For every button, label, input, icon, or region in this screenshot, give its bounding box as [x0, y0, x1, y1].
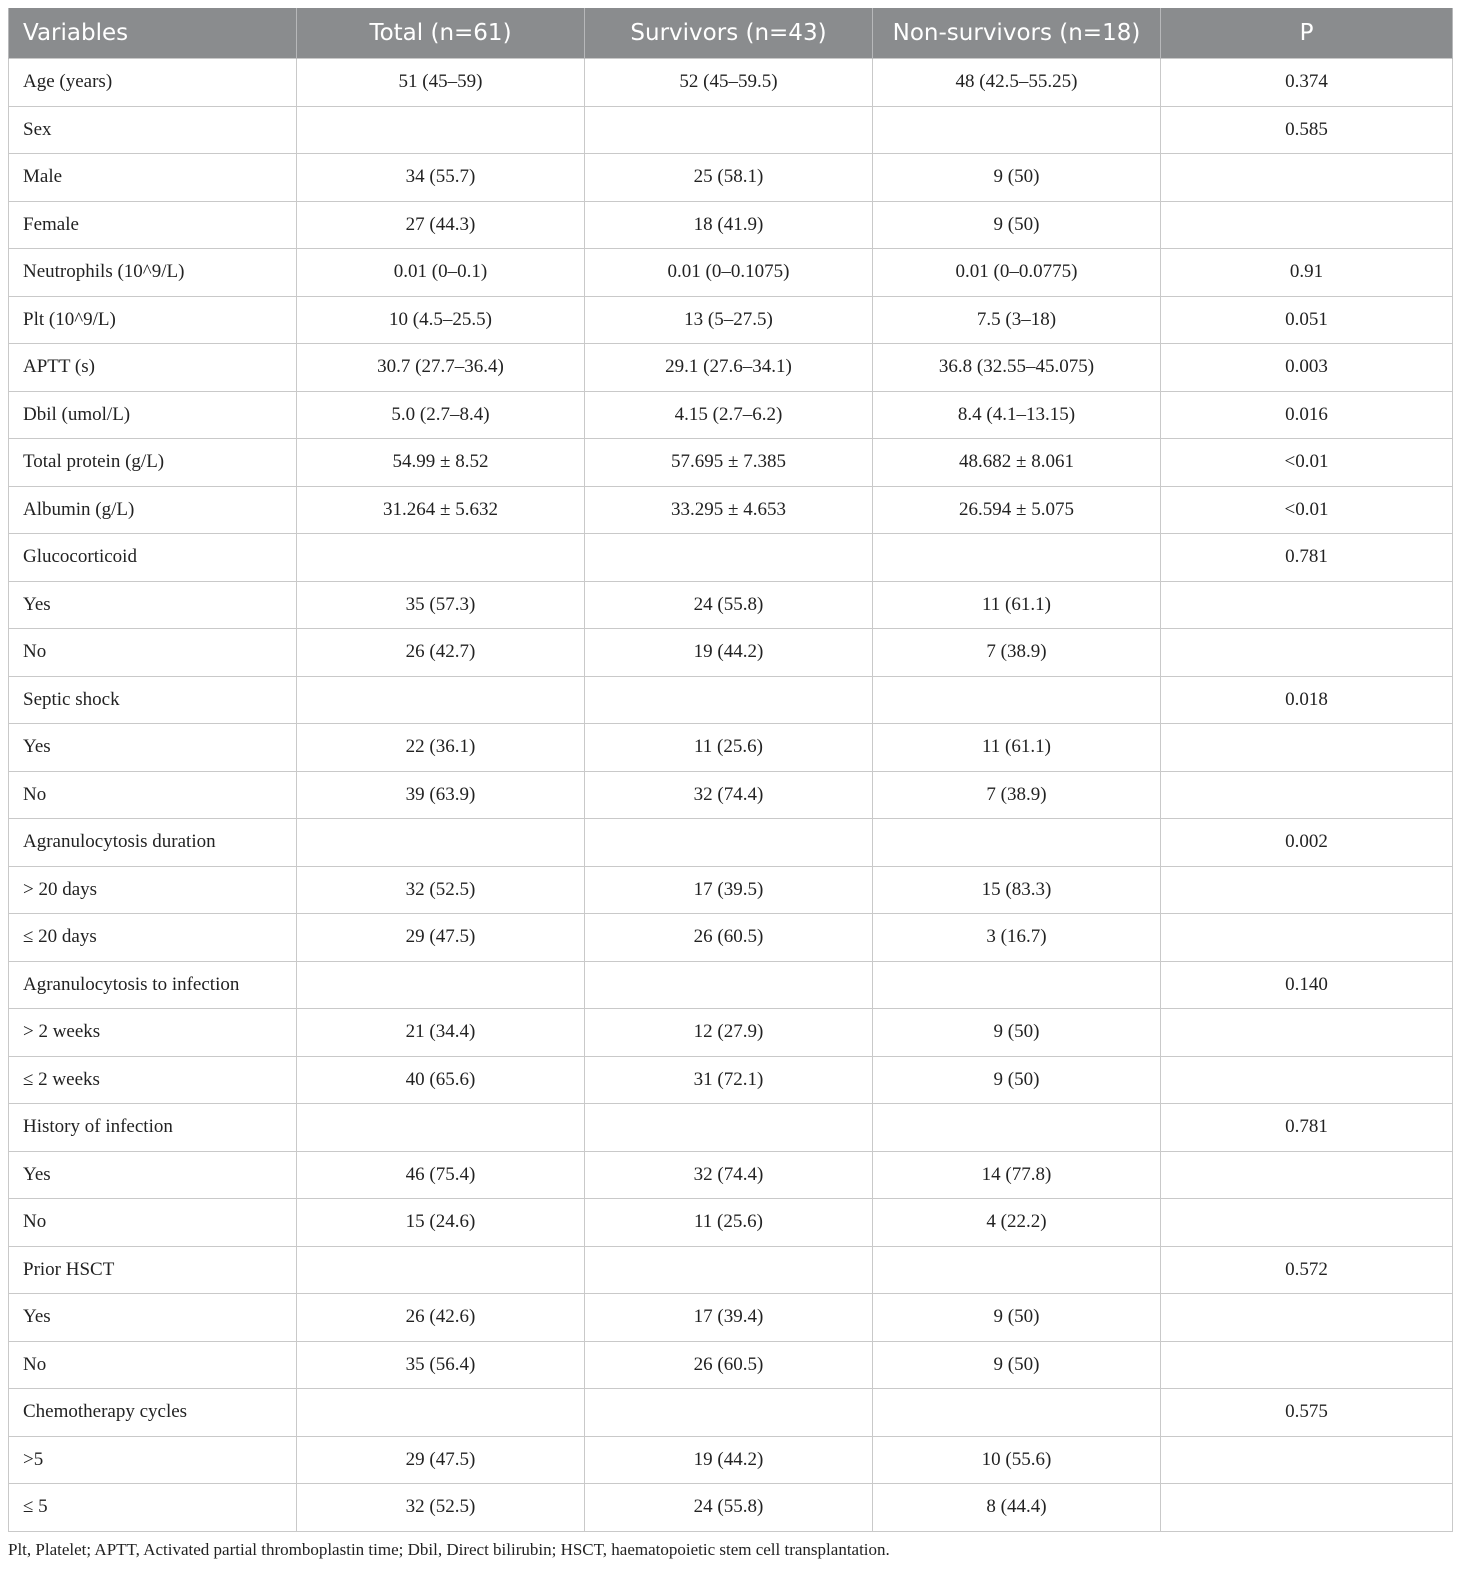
p-value-cell: 0.018	[1161, 676, 1453, 724]
table-row	[9, 961, 1453, 1009]
total-cell: 0.01 (0–0.1)	[297, 249, 585, 297]
variable-cell: Glucocorticoid	[9, 534, 297, 582]
variable-cell: Albumin (g/L)	[9, 486, 297, 534]
survivors-cell: 25 (58.1)	[585, 154, 873, 202]
total-cell: 39 (63.9)	[297, 771, 585, 819]
survivors-cell: 32 (74.4)	[585, 1151, 873, 1199]
survivors-cell: 17 (39.4)	[585, 1294, 873, 1342]
non-survivors-cell: 36.8 (32.55–45.075)	[873, 344, 1161, 392]
non-survivors-cell	[873, 676, 1161, 724]
survivors-cell: 19 (44.2)	[585, 1436, 873, 1484]
total-cell: 35 (57.3)	[297, 581, 585, 629]
table-header	[9, 8, 1453, 59]
total-cell	[297, 676, 585, 724]
p-value-cell: 0.781	[1161, 1104, 1453, 1152]
survivors-cell: 4.15 (2.7–6.2)	[585, 391, 873, 439]
header-variables: Variables	[9, 8, 297, 59]
header-survivors: Survivors (n=43)	[585, 8, 873, 59]
variable-cell: ≤ 20 days	[9, 914, 297, 962]
table-row	[9, 106, 1453, 154]
p-value-cell	[1161, 1199, 1453, 1247]
p-value-cell	[1161, 581, 1453, 629]
total-cell: 26 (42.7)	[297, 629, 585, 677]
non-survivors-cell: 7 (38.9)	[873, 629, 1161, 677]
non-survivors-cell: 8 (44.4)	[873, 1484, 1161, 1532]
p-value-cell: 0.572	[1161, 1246, 1453, 1294]
non-survivors-cell	[873, 961, 1161, 1009]
variable-cell: Chemotherapy cycles	[9, 1389, 297, 1437]
table-row	[9, 1484, 1453, 1532]
survivors-cell: 57.695 ± 7.385	[585, 439, 873, 487]
p-value-cell	[1161, 201, 1453, 249]
variable-cell: Yes	[9, 581, 297, 629]
variable-cell: APTT (s)	[9, 344, 297, 392]
table-body	[9, 59, 1453, 1532]
survivors-cell: 24 (55.8)	[585, 1484, 873, 1532]
survivors-cell: 11 (25.6)	[585, 1199, 873, 1247]
total-cell: 54.99 ± 8.52	[297, 439, 585, 487]
survivors-cell: 18 (41.9)	[585, 201, 873, 249]
non-survivors-cell	[873, 1104, 1161, 1152]
survivors-cell	[585, 534, 873, 582]
header-p: P	[1161, 8, 1453, 59]
table-row	[9, 1199, 1453, 1247]
p-value-cell: 0.016	[1161, 391, 1453, 439]
table-row	[9, 1341, 1453, 1389]
variable-cell: > 20 days	[9, 866, 297, 914]
table-row	[9, 914, 1453, 962]
table-row	[9, 439, 1453, 487]
variable-cell: Septic shock	[9, 676, 297, 724]
variable-cell: Agranulocytosis duration	[9, 819, 297, 867]
non-survivors-cell	[873, 106, 1161, 154]
data-table	[8, 8, 1453, 1532]
table-row	[9, 629, 1453, 677]
non-survivors-cell: 9 (50)	[873, 1009, 1161, 1057]
total-cell	[297, 534, 585, 582]
non-survivors-cell: 11 (61.1)	[873, 581, 1161, 629]
table-row	[9, 201, 1453, 249]
p-value-cell: <0.01	[1161, 486, 1453, 534]
variable-cell: Prior HSCT	[9, 1246, 297, 1294]
p-value-cell: 0.374	[1161, 59, 1453, 107]
non-survivors-cell: 10 (55.6)	[873, 1436, 1161, 1484]
total-cell	[297, 1389, 585, 1437]
total-cell: 10 (4.5–25.5)	[297, 296, 585, 344]
table-row	[9, 1294, 1453, 1342]
non-survivors-cell: 7 (38.9)	[873, 771, 1161, 819]
survivors-cell	[585, 676, 873, 724]
total-cell: 34 (55.7)	[297, 154, 585, 202]
table-row	[9, 1009, 1453, 1057]
survivors-cell	[585, 1389, 873, 1437]
total-cell: 31.264 ± 5.632	[297, 486, 585, 534]
survivors-cell: 11 (25.6)	[585, 724, 873, 772]
non-survivors-cell: 9 (50)	[873, 201, 1161, 249]
p-value-cell	[1161, 1056, 1453, 1104]
table-row	[9, 1389, 1453, 1437]
variable-cell: Female	[9, 201, 297, 249]
total-cell: 5.0 (2.7–8.4)	[297, 391, 585, 439]
total-cell: 51 (45–59)	[297, 59, 585, 107]
total-cell: 35 (56.4)	[297, 1341, 585, 1389]
variable-cell: Agranulocytosis to infection	[9, 961, 297, 1009]
survivors-cell: 19 (44.2)	[585, 629, 873, 677]
variable-cell: ≤ 5	[9, 1484, 297, 1532]
total-cell: 40 (65.6)	[297, 1056, 585, 1104]
p-value-cell	[1161, 1484, 1453, 1532]
total-cell: 15 (24.6)	[297, 1199, 585, 1247]
non-survivors-cell: 9 (50)	[873, 1056, 1161, 1104]
p-value-cell: 0.585	[1161, 106, 1453, 154]
header-non-survivors: Non-survivors (n=18)	[873, 8, 1161, 59]
total-cell: 22 (36.1)	[297, 724, 585, 772]
survivors-cell: 17 (39.5)	[585, 866, 873, 914]
variable-cell: Plt (10^9/L)	[9, 296, 297, 344]
total-cell: 30.7 (27.7–36.4)	[297, 344, 585, 392]
non-survivors-cell	[873, 1389, 1161, 1437]
survivors-cell	[585, 106, 873, 154]
variable-cell: >5	[9, 1436, 297, 1484]
non-survivors-cell: 48.682 ± 8.061	[873, 439, 1161, 487]
table-row	[9, 391, 1453, 439]
table-row	[9, 771, 1453, 819]
variable-cell: Dbil (umol/L)	[9, 391, 297, 439]
p-value-cell	[1161, 1009, 1453, 1057]
variable-cell: Sex	[9, 106, 297, 154]
survivors-cell: 31 (72.1)	[585, 1056, 873, 1104]
survivors-cell: 13 (5–27.5)	[585, 296, 873, 344]
variable-cell: No	[9, 1341, 297, 1389]
survivors-cell	[585, 961, 873, 1009]
table-row	[9, 1436, 1453, 1484]
p-value-cell	[1161, 914, 1453, 962]
variable-cell: Total protein (g/L)	[9, 439, 297, 487]
survivors-cell: 12 (27.9)	[585, 1009, 873, 1057]
p-value-cell: 0.003	[1161, 344, 1453, 392]
non-survivors-cell: 48 (42.5–55.25)	[873, 59, 1161, 107]
table-row	[9, 534, 1453, 582]
survivors-cell	[585, 1246, 873, 1294]
variable-cell: Yes	[9, 724, 297, 772]
total-cell: 21 (34.4)	[297, 1009, 585, 1057]
total-cell: 29 (47.5)	[297, 1436, 585, 1484]
non-survivors-cell	[873, 534, 1161, 582]
survivors-cell	[585, 1104, 873, 1152]
p-value-cell	[1161, 1341, 1453, 1389]
table-row	[9, 1056, 1453, 1104]
survivors-cell: 52 (45–59.5)	[585, 59, 873, 107]
total-cell: 32 (52.5)	[297, 866, 585, 914]
non-survivors-cell: 7.5 (3–18)	[873, 296, 1161, 344]
variable-cell: Yes	[9, 1151, 297, 1199]
survivors-cell	[585, 819, 873, 867]
header-row	[9, 8, 1453, 59]
table-row	[9, 724, 1453, 772]
total-cell: 32 (52.5)	[297, 1484, 585, 1532]
survivors-cell: 26 (60.5)	[585, 1341, 873, 1389]
p-value-cell: 0.91	[1161, 249, 1453, 297]
total-cell: 26 (42.6)	[297, 1294, 585, 1342]
variable-cell: Age (years)	[9, 59, 297, 107]
table-row	[9, 249, 1453, 297]
p-value-cell: 0.051	[1161, 296, 1453, 344]
variable-cell: Male	[9, 154, 297, 202]
non-survivors-cell: 8.4 (4.1–13.15)	[873, 391, 1161, 439]
table-row	[9, 1151, 1453, 1199]
variable-cell: Yes	[9, 1294, 297, 1342]
table-row	[9, 344, 1453, 392]
variable-cell: No	[9, 629, 297, 677]
table-row	[9, 59, 1453, 107]
survivors-cell: 33.295 ± 4.653	[585, 486, 873, 534]
variable-cell: Neutrophils (10^9/L)	[9, 249, 297, 297]
non-survivors-cell: 15 (83.3)	[873, 866, 1161, 914]
table-row	[9, 866, 1453, 914]
p-value-cell: 0.140	[1161, 961, 1453, 1009]
table-footnote: Plt, Platelet; APTT, Activated partial thromboplastin time; Dbil, Direct bilirubin; HSCT, haematopoietic stem cell transplantation.	[8, 1540, 890, 1559]
non-survivors-cell: 0.01 (0–0.0775)	[873, 249, 1161, 297]
non-survivors-cell: 26.594 ± 5.075	[873, 486, 1161, 534]
total-cell	[297, 1104, 585, 1152]
table-row	[9, 676, 1453, 724]
non-survivors-cell	[873, 1246, 1161, 1294]
header-total: Total (n=61)	[297, 8, 585, 59]
total-cell	[297, 106, 585, 154]
p-value-cell	[1161, 866, 1453, 914]
p-value-cell: 0.575	[1161, 1389, 1453, 1437]
p-value-cell	[1161, 154, 1453, 202]
survivors-cell: 29.1 (27.6–34.1)	[585, 344, 873, 392]
non-survivors-cell	[873, 819, 1161, 867]
non-survivors-cell: 11 (61.1)	[873, 724, 1161, 772]
non-survivors-cell: 9 (50)	[873, 1294, 1161, 1342]
p-value-cell	[1161, 1294, 1453, 1342]
total-cell: 29 (47.5)	[297, 914, 585, 962]
p-value-cell	[1161, 724, 1453, 772]
p-value-cell: 0.781	[1161, 534, 1453, 582]
non-survivors-cell: 14 (77.8)	[873, 1151, 1161, 1199]
table-row	[9, 1104, 1453, 1152]
variable-cell: History of infection	[9, 1104, 297, 1152]
table-row	[9, 1246, 1453, 1294]
total-cell	[297, 961, 585, 1009]
non-survivors-cell: 4 (22.2)	[873, 1199, 1161, 1247]
p-value-cell: <0.01	[1161, 439, 1453, 487]
table-container	[8, 8, 1452, 1532]
p-value-cell	[1161, 1151, 1453, 1199]
table-row	[9, 819, 1453, 867]
total-cell	[297, 819, 585, 867]
p-value-cell	[1161, 1436, 1453, 1484]
p-value-cell: 0.002	[1161, 819, 1453, 867]
total-cell: 46 (75.4)	[297, 1151, 585, 1199]
variable-cell: > 2 weeks	[9, 1009, 297, 1057]
table-row	[9, 154, 1453, 202]
variable-cell: No	[9, 1199, 297, 1247]
variable-cell: ≤ 2 weeks	[9, 1056, 297, 1104]
non-survivors-cell: 9 (50)	[873, 154, 1161, 202]
survivors-cell: 32 (74.4)	[585, 771, 873, 819]
survivors-cell: 0.01 (0–0.1075)	[585, 249, 873, 297]
total-cell	[297, 1246, 585, 1294]
variable-cell: No	[9, 771, 297, 819]
p-value-cell	[1161, 629, 1453, 677]
table-row	[9, 296, 1453, 344]
survivors-cell: 26 (60.5)	[585, 914, 873, 962]
table-row	[9, 486, 1453, 534]
table-row	[9, 581, 1453, 629]
total-cell: 27 (44.3)	[297, 201, 585, 249]
non-survivors-cell: 9 (50)	[873, 1341, 1161, 1389]
p-value-cell	[1161, 771, 1453, 819]
non-survivors-cell: 3 (16.7)	[873, 914, 1161, 962]
survivors-cell: 24 (55.8)	[585, 581, 873, 629]
